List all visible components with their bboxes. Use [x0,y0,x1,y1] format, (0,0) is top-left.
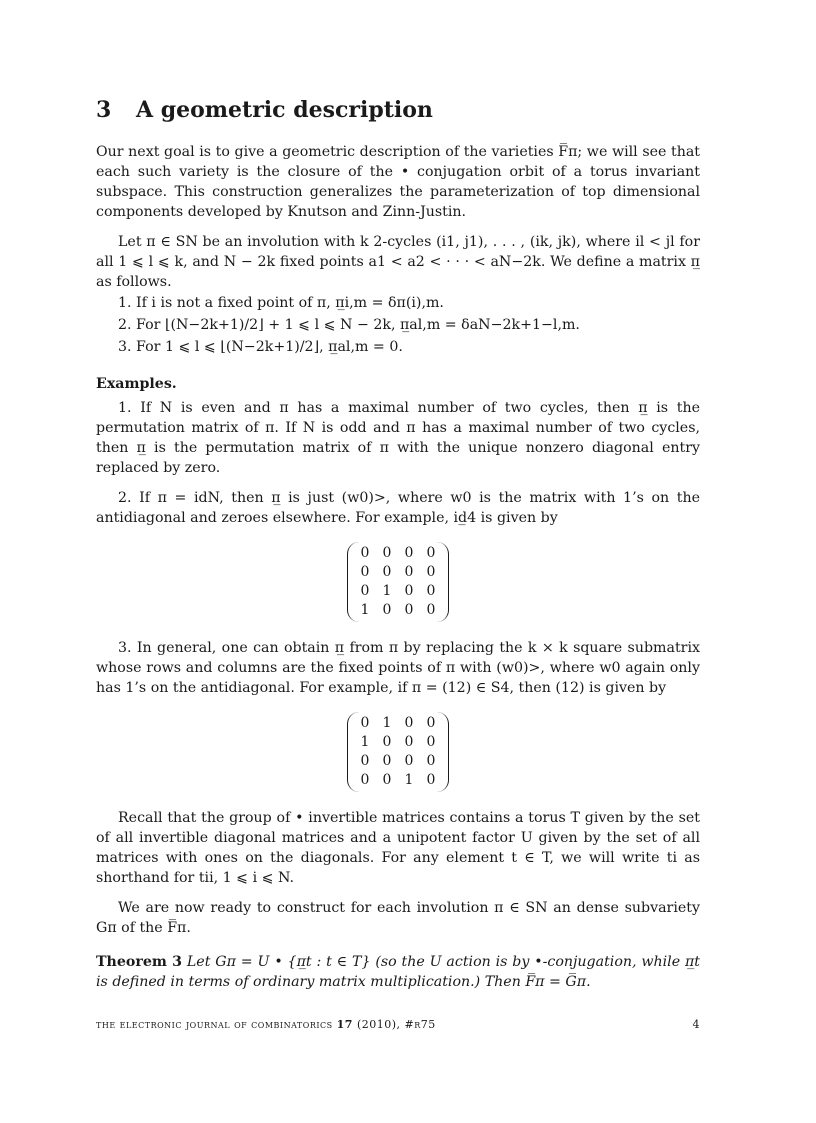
section-title: A geometric description [136,97,433,123]
definition-item: 1. If i is not a fixed point of π, π̲i,m = δπ(i),m. [118,295,444,311]
page-content [96,96,700,992]
matrix-cell: 0 [382,564,392,580]
matrix-12-wrap [96,712,700,792]
journal-citation [96,1018,436,1031]
paragraph-torus: Recall that the group of • invertible matrices contains a torus T given by the set of all invertible diagonal matrices and a unipotent factor U given by the set of all matrices with ones on the diagonals. For any element t ∈ T, we will write ti as shorthand for tii, 1 ⩽ i ⩽ N. [96,810,700,886]
paragraph-intro: Our next goal is to give a geometric description of the varieties F̅π; we will see that each such variety is the closure of the • conjugation orbit of a torus invariant subspace. This construction generalizes the parameterization of top dimensional components developed by Knutson and Zinn-Justin. [96,144,700,220]
matrix-id4-wrap [96,542,700,622]
matrix-cell: 0 [382,545,392,561]
example-1: 1. If N is even and π has a maximal number of two cycles, then π̲ is the permutation matrix of π. If N is odd and π has a maximal number of two cycles, then π̲ is the permutation matrix of π with the unique nonzero diagonal entry replaced by zero. [96,400,700,476]
matrix-cell: 0 [382,772,392,788]
matrix-cell: 0 [360,583,370,599]
definition-item: 3. For 1 ⩽ l ⩽ ⌊(N−2k+1)/2⌋, π̲al,m = 0. [118,339,403,355]
matrix-cell: 0 [426,715,436,731]
matrix-cell: 1 [382,715,392,731]
matrix-cell: 1 [382,583,392,599]
page-footer [96,1018,700,1031]
matrix-cell: 0 [382,734,392,750]
matrix-id4 [347,542,449,622]
matrix-cell: 0 [382,602,392,618]
example-2: 2. If π = idN, then π̲ is just (w0)>, where w0 is the matrix with 1’s on the antidiagonal and zeroes elsewhere. For example, id̲4 is given by [96,490,700,526]
matrix-cell: 1 [360,734,370,750]
matrix-cell: 0 [382,753,392,769]
theorem-body: Let Gπ = U • {π̲t : t ∈ T} (so the U action is by •-conjugation, while π̲t is defined in terms of ordinary matrix multiplication.) Then F̅π = G̅π. [96,954,700,990]
section-heading [96,96,700,124]
paragraph-construct: We are now ready to construct for each involution π ∈ SN an dense subvariety Gπ of the F̅π. [96,900,700,936]
paragraph-involution: Let π ∈ SN be an involution with k 2-cycles (i1, j1), . . . , (ik, jk), where il < jl for all 1 ⩽ l ⩽ k, and N − 2k fixed points a1 < a2 < · · · < aN−2k. We define a matrix π̲ as follows. [96,234,700,290]
matrix-cell: 0 [426,564,436,580]
matrix-cell: 1 [404,772,414,788]
matrix-cell: 0 [404,583,414,599]
matrix-cell: 0 [404,564,414,580]
matrix-cell: 0 [360,753,370,769]
journal-name: the electronic journal of combinatorics [96,1018,333,1031]
matrix-cell: 0 [404,602,414,618]
matrix-cell: 0 [426,583,436,599]
theorem-label: Theorem 3 [96,954,183,970]
matrix-cell: 0 [360,564,370,580]
section-number: 3 [96,97,112,123]
matrix-cell: 0 [360,545,370,561]
matrix-cell: 0 [426,545,436,561]
matrix-cell: 1 [360,602,370,618]
definition-list [96,292,700,358]
matrix-cell: 0 [426,772,436,788]
matrix-cell: 0 [360,715,370,731]
matrix-12 [347,712,449,792]
theorem-3 [96,952,700,992]
journal-year-article: (2010), #r75 [356,1018,436,1031]
matrix-cell: 0 [426,753,436,769]
matrix-cell: 0 [404,545,414,561]
example-3: 3. In general, one can obtain π̲ from π by replacing the k × k square submatrix whose rows and columns are the fixed points of π with (w0)>, where w0 again only has 1’s on the antidiagonal. For example, if π = (12) ∈ S4, then (12) is given by [96,640,700,696]
matrix-cell: 0 [360,772,370,788]
examples-heading: Examples. [96,376,177,392]
matrix-cell: 0 [426,734,436,750]
page-number: 4 [692,1018,700,1031]
definition-item: 2. For ⌊(N−2k+1)/2⌋ + 1 ⩽ l ⩽ N − 2k, π̲al,m = δaN−2k+1−l,m. [118,317,580,333]
matrix-cell: 0 [404,715,414,731]
journal-volume: 17 [336,1018,353,1031]
matrix-cell: 0 [404,753,414,769]
matrix-cell: 0 [404,734,414,750]
matrix-cell: 0 [426,602,436,618]
